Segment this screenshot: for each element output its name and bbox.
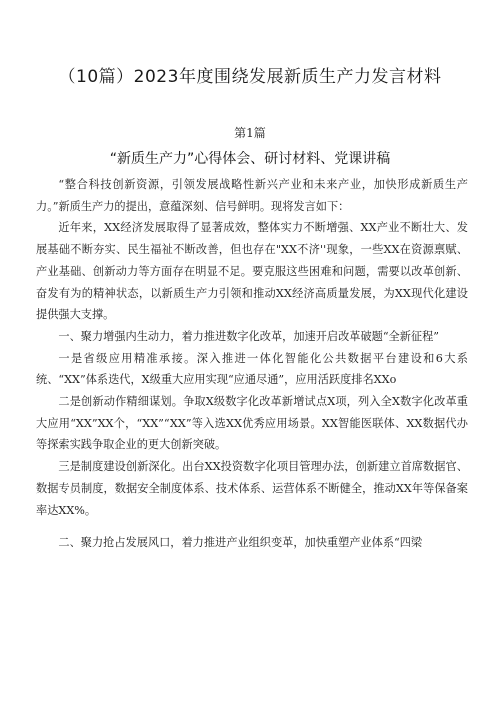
paragraph-point-2: 二是创新动作精细谋划。争取X级数字化改革新增试点X项，列入全X数字化改革重大应用“XX”XX个，“XX”“XX”等入选XX优秀应用场景。XX智能医联体、XX数据代办等探索实践争取企业的更大创新突破。 (36, 395, 468, 452)
section-heading-1: 一、聚力增强内生动力，着力推进数字化改革，加速开启改革破题“全新征程” (58, 329, 440, 343)
document-body (36, 174, 468, 554)
paragraph-background: 近年来，XX经济发展取得了显著成效，整体实力不断增强、XX产业不断壮大、发展基础不断夯实、民生福祉不断改善，但也存在"XX不济''现象，一些XX在资源禀赋、产业基础、创新动力等方面存在明显不足。要克服这些困难和问题，需要以改革创新、奋发有为的精神状态，以新质生产力引领和推动XX经济高质量发展，为XX现代化建设提供强大支撑。 (36, 221, 468, 322)
document-title: （10篇）2023年度围绕发展新质生产力发言材料 (58, 67, 442, 87)
section-subtitle: “新质生产力”心得体会、研讨材料、党课讲稿 (109, 151, 391, 167)
paragraph-intro: “整合科技创新资源，引领发展战略性新兴产业和未来产业，加快形成新质生产力。”新质生产力的提出，意蕴深刻、信号鲜明。现将发言如下： (36, 178, 468, 213)
paragraph-point-3: 三是制度建设创新深化。出台XX投资数字化项目管理办法，创新建立首席数据官、数据专员制度，数据安全制度体系、技术体系、运营体系不断健全，推动XX年等保备案率达XX%。 (36, 460, 468, 517)
part-label: 第1篇 (234, 126, 266, 140)
section-heading-2: 二、聚力抢占发展风口，着力推进产业组织变革，加快重塑产业体系“四梁 (58, 536, 423, 550)
paragraph-point-1: 一是省级应用精准承接。深入推进一体化智能化公共数据平台建设和6大系统、“XX”体系迭代，X级重大应用实现“应通尽通”，应用活跃度排名XXo (36, 351, 468, 387)
